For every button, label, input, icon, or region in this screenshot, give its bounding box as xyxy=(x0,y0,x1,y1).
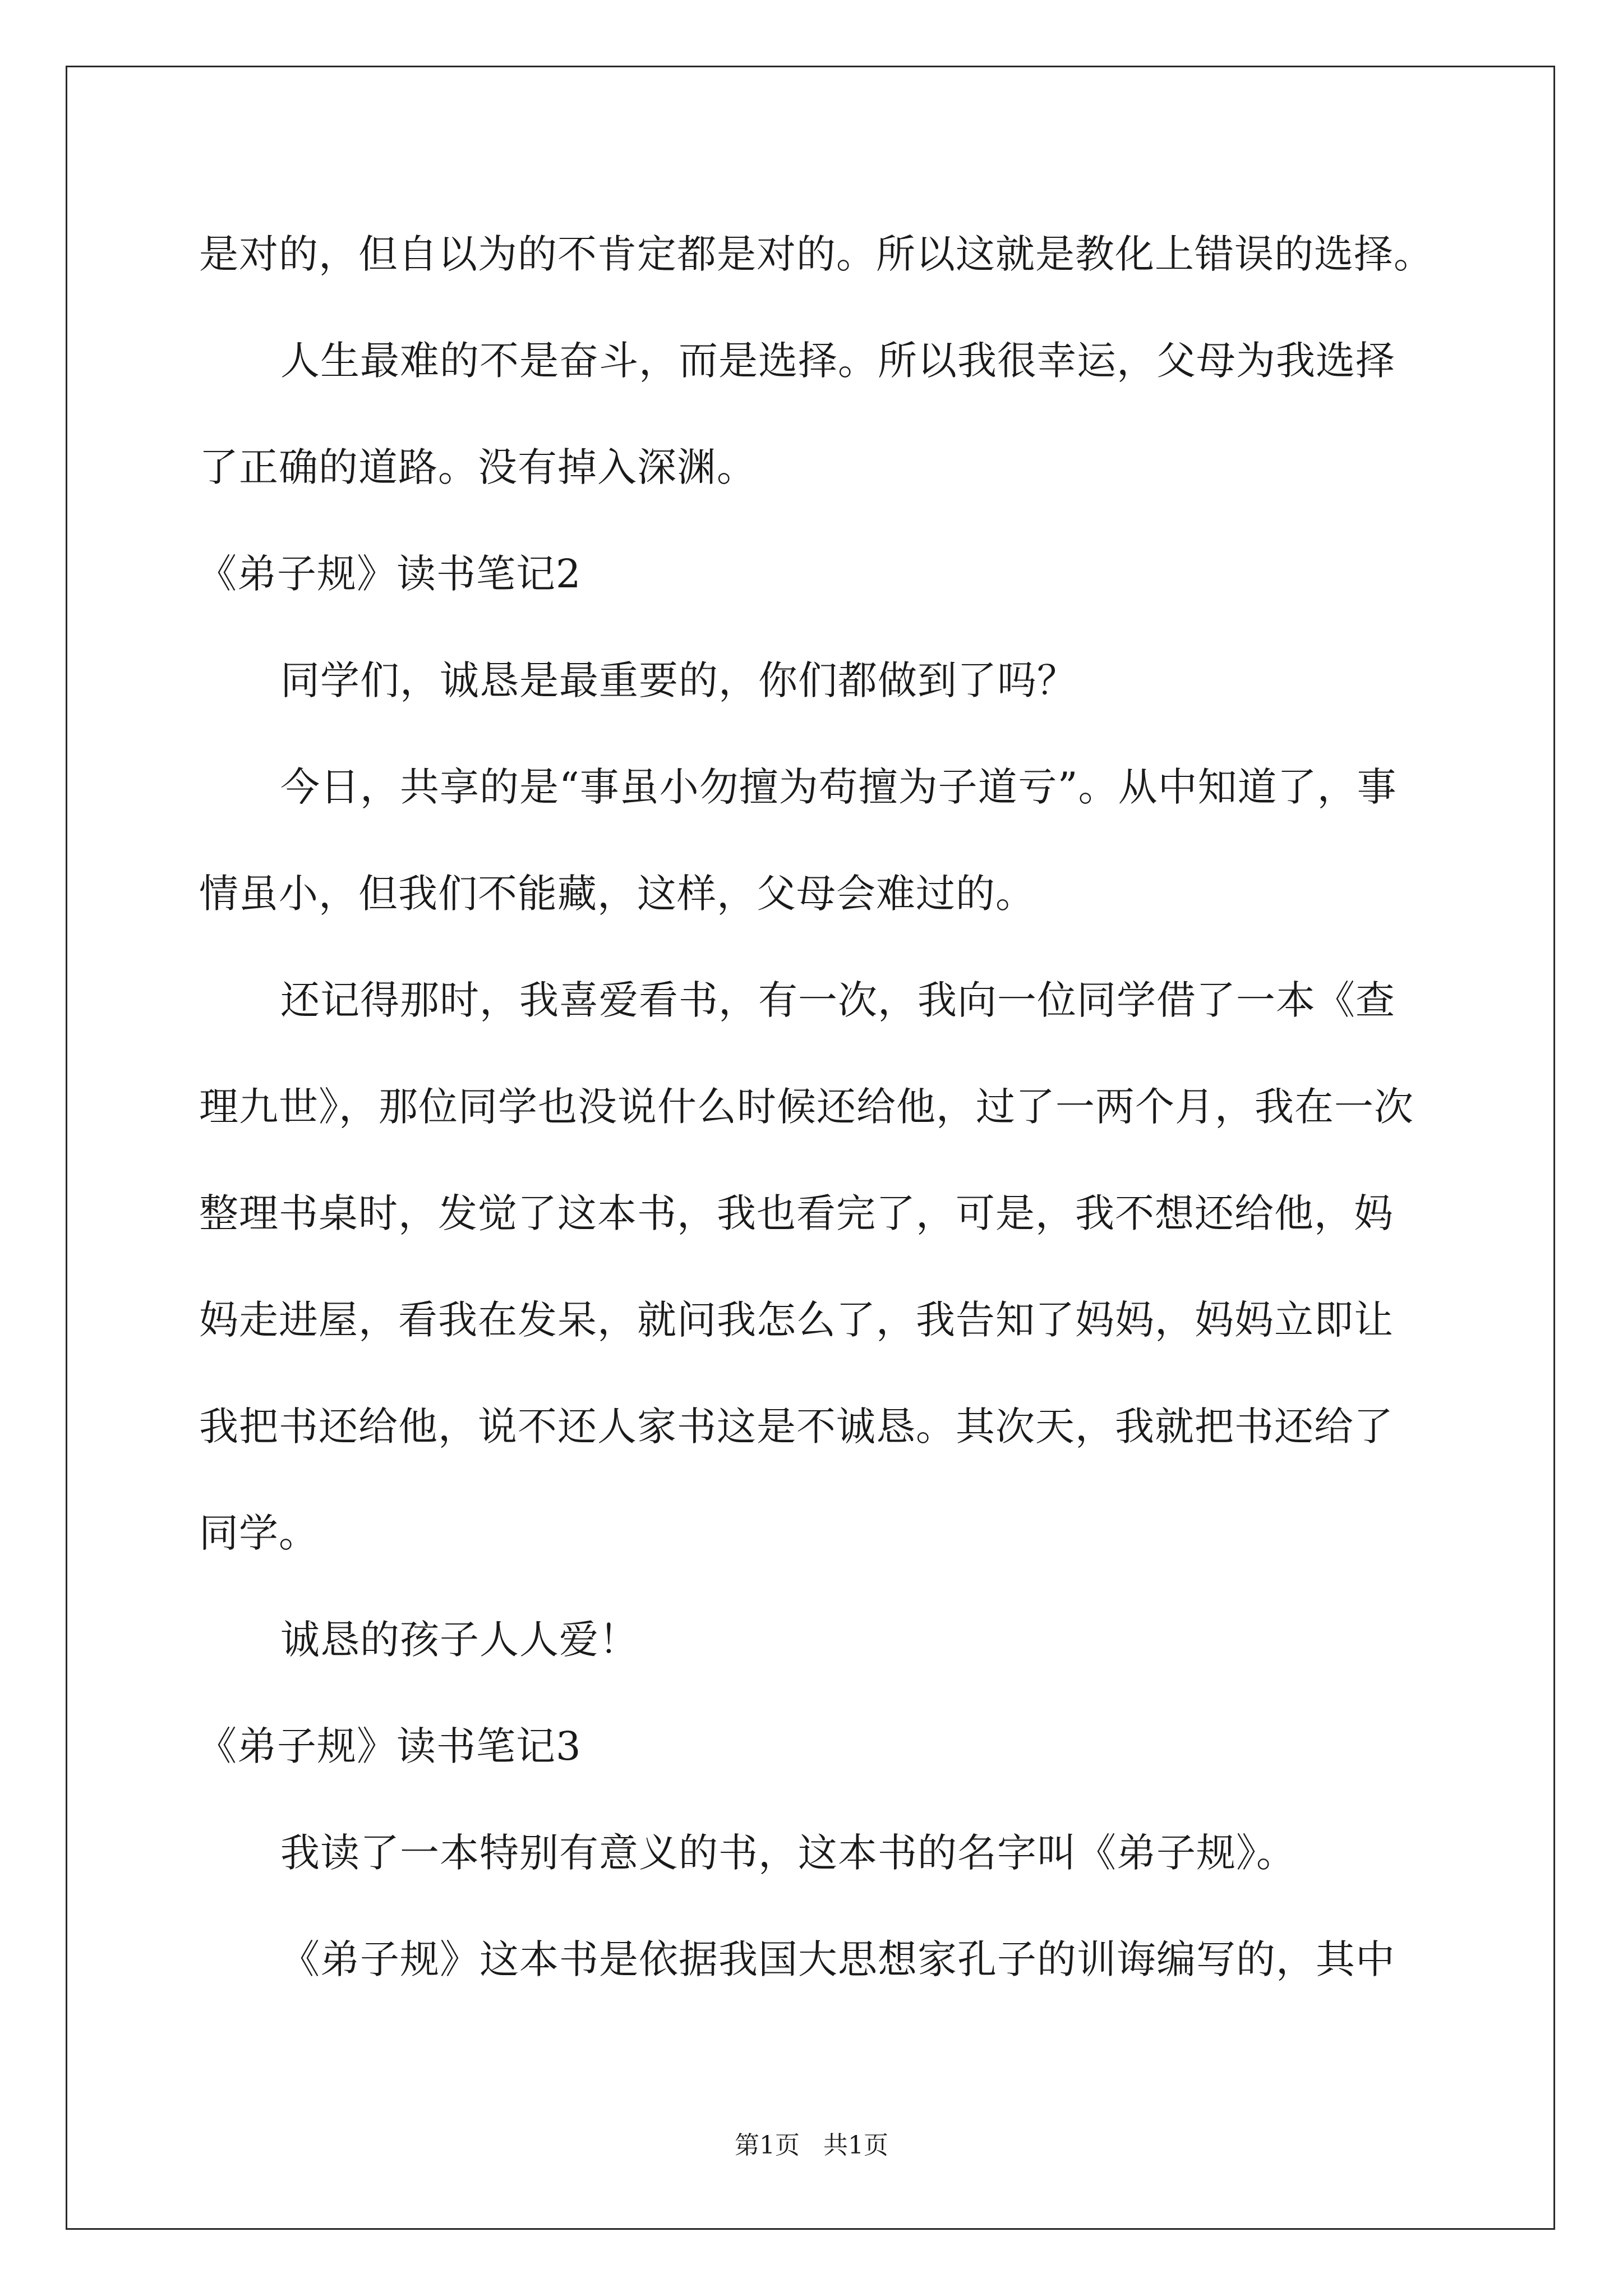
body-line-9: 理九世》，那位同学也没说什么时候还给他，过了一两个月，我在一次 xyxy=(199,1084,1414,1130)
body-line-3: 了正确的道路。没有掉入深渊。 xyxy=(199,444,757,490)
body-line-8: 还记得那时，我喜爱看书，有一次，我向一位同学借了一本《查 xyxy=(280,977,1395,1023)
section-heading-2: 《弟子规》读书笔记2 xyxy=(197,551,582,597)
body-line-12: 我把书还给他，说不还人家书这是不诚恳。其次天，我就把书还给了 xyxy=(199,1404,1394,1450)
body-line-7: 情虽小，但我们不能藏，这样，父母会难过的。 xyxy=(199,871,1035,917)
body-line-17: 《弟子规》这本书是依据我国大思想家孔子的训诲编写的，其中 xyxy=(280,1936,1395,1982)
page-border xyxy=(66,66,1555,2230)
body-line-1: 是对的，但自以为的不肯定都是对的。所以这就是教化上错误的选择。 xyxy=(199,231,1433,277)
body-line-6: 今日，共享的是“事虽小勿擅为苟擅为子道亏”。从中知道了，事 xyxy=(280,764,1397,810)
body-line-14: 诚恳的孩子人人爱！ xyxy=(280,1617,639,1663)
body-line-2: 人生最难的不是奋斗，而是选择。所以我很幸运，父母为我选择 xyxy=(280,338,1395,384)
body-line-5: 同学们，诚恳是最重要的，你们都做到了吗？ xyxy=(280,657,1077,703)
body-line-10: 整理书桌时，发觉了这本书，我也看完了，可是，我不想还给他，妈 xyxy=(199,1190,1394,1236)
body-line-13: 同学。 xyxy=(199,1510,319,1556)
page-footer: 第1页 共1页 xyxy=(735,2131,888,2160)
body-line-16: 我读了一本特别有意义的书，这本书的名字叫《弟子规》。 xyxy=(280,1830,1296,1876)
body-line-11: 妈走进屋，看我在发呆，就问我怎么了，我告知了妈妈，妈妈立即让 xyxy=(199,1297,1394,1343)
section-heading-3: 《弟子规》读书笔记3 xyxy=(197,1723,582,1769)
